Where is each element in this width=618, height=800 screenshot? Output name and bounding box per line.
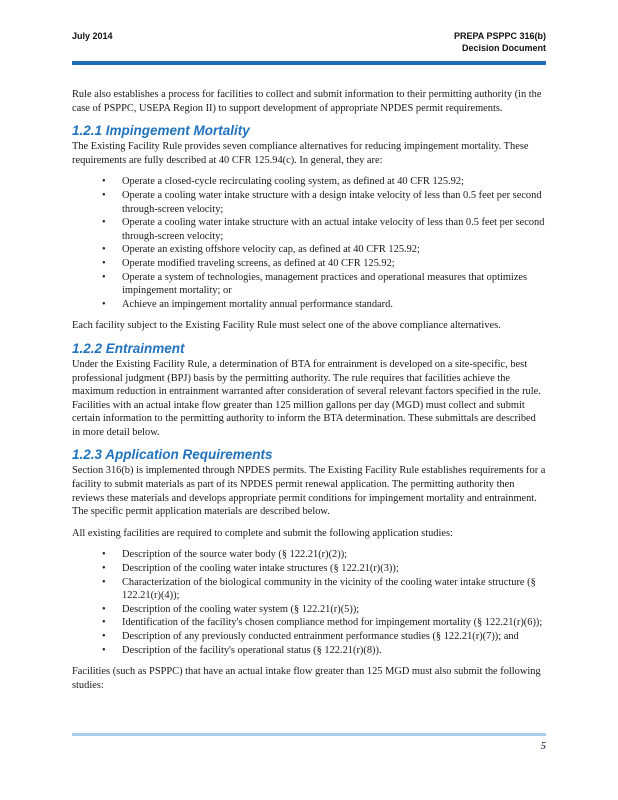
section-heading-entrainment: 1.2.2 Entrainment [72,340,185,356]
list-item: • Characterization of the biological community in the vicinity of the cooling water intake structure (§ 122.21(r)(4)); [100,576,546,603]
list-item: • Operate a closed-cycle recirculating cooling system, as defined at 40 CFR 125.92; [100,175,546,189]
footer-rule [72,733,546,736]
entrainment-paragraph: Under the Existing Facility Rule, a determination of BTA for entrainment is developed on a site-specific, best professional judgment (BPJ) basis by the permitting authority. The rule requires that facilities achieve the maximum reduction in entrainment warranted after consideration of several relevant factors specified in the rule. Facilities with an actual intake flow greater than 125 million gallons per day (MGD) must collect and submit certain information to the permitting authority to inform the BTA determination. These submittals are described in more detail below. [72,358,541,438]
list-item: • Achieve an impingement mortality annual performance standard. [100,298,546,312]
header-date: July 2014 [72,31,113,41]
list-item: • Operate a system of technologies, management practices and operational measures that optimizes impingement mortality; or [100,271,546,298]
page-header [72,30,546,54]
list-item: • Description of the source water body (§ 122.21(r)(2)); [100,548,546,562]
section-heading-impingement-mortality: 1.2.1 Impingement Mortality [72,123,250,139]
list-item: • Description of the cooling water system (§ 122.21(r)(5)); [100,603,546,617]
application-studies-list [72,548,546,657]
page-number: 5 [540,741,546,752]
application-closing-paragraph: Facilities (such as PSPPC) that have an actual intake flow greater than 125 MGD must also submit the following studies: [72,666,541,691]
list-item: • Operate a cooling water intake structure with an actual intake velocity of less than 0.5 feet per second through-screen velocity; [100,216,546,243]
application-lead-in: All existing facilities are required to complete and submit the following application studies: [72,527,453,539]
list-item: • Operate a cooling water intake structure with a design intake velocity of less than 0.5 feet per second through-screen velocity; [100,189,546,216]
application-paragraph: Section 316(b) is implemented through NPDES permits. The Existing Facility Rule establishes requirements for a facility to submit materials as part of its NPDES permit renewal application. The permitting authority then reviews these materials and develops appropriate permit conditions for impingement mortality and entrainment. The specific permit application materials are described below. [72,465,546,518]
list-item: • Operate modified traveling screens, as defined at 40 CFR 125.92; [100,257,546,271]
impingement-closing-paragraph: Each facility subject to the Existing Facility Rule must select one of the above compliance alternatives. [72,320,501,332]
page-footer [72,733,546,752]
list-item: • Description of the cooling water intake structures (§ 122.21(r)(3)); [100,562,546,576]
header-title-line2: Decision Document [461,43,546,53]
list-item: • Operate an existing offshore velocity cap, as defined at 40 CFR 125.92; [100,243,546,257]
impingement-alternatives-list [72,175,546,311]
intro-paragraph: Rule also establishes a process for facilities to collect and submit information to their permitting authority (in the case of PSPPC, USEPA Region II) to support development of appropriate NPDES permit requirements. [72,89,542,114]
list-item: • Identification of the facility's chosen compliance method for impingement mortality (§ 122.21(r)(6)); [100,616,546,630]
header-rule [72,61,546,65]
list-item: • Description of the facility's operational status (§ 122.21(r)(8)). [100,644,546,658]
section-heading-application-requirements: 1.2.3 Application Requirements [72,447,273,463]
header-title-line1: PREPA PSPPC 316(b) [453,31,546,41]
document-body [72,88,546,692]
header-title-block [454,30,546,54]
impingement-paragraph: The Existing Facility Rule provides seven compliance alternatives for reducing impingement mortality. These requirements are fully described at 40 CFR 125.94(c). In general, they are: [72,141,529,166]
list-item: • Description of any previously conducted entrainment performance studies (§ 122.21(r)(7)); and [100,630,546,644]
